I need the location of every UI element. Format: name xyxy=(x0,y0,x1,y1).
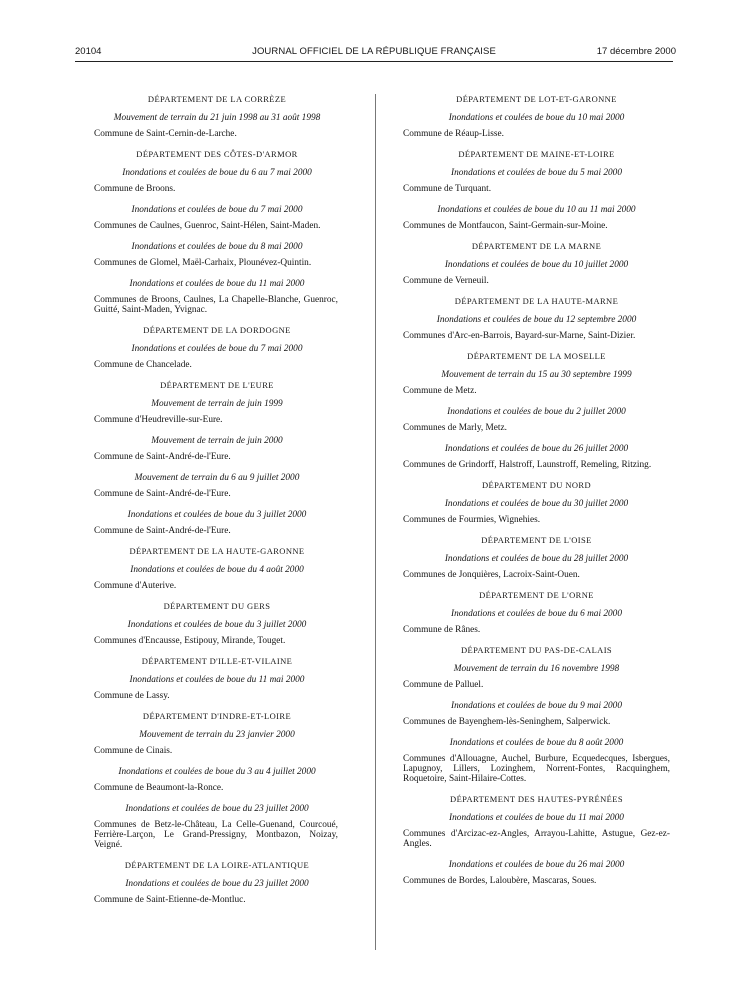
department-heading: DÉPARTEMENT DE LA HAUTE-MARNE xyxy=(454,296,619,306)
communes-list: Commune de Cinais. xyxy=(94,746,173,756)
header-rule xyxy=(75,61,673,62)
communes-list: Communes d'Encausse, Estipouy, Mirande, Touget. xyxy=(94,636,286,646)
event-description: Inondations et coulées de boue du 11 mai 2000 xyxy=(129,279,305,289)
communes-list: Communes de Glomel, Maël-Carhaix, Plounévez-Quintin. xyxy=(94,258,312,268)
event-description: Inondations et coulées de boue du 10 mai 2000 xyxy=(448,113,625,123)
communes-list: Commune de Saint-André-de-l'Eure. xyxy=(94,452,231,462)
communes-list: Communes de Montfaucon, Saint-Germain-sur-Moine. xyxy=(403,221,608,231)
department-heading: DÉPARTEMENT DE LA MARNE xyxy=(471,241,602,251)
event-description: Inondations et coulées de boue du 3 juillet 2000 xyxy=(127,510,307,520)
communes-list: Commune de Palluel. xyxy=(403,680,484,690)
department-heading: DÉPARTEMENT DU NORD xyxy=(481,480,592,490)
event-description: Inondations et coulées de boue du 11 mai 2000 xyxy=(449,813,624,823)
event-description: Inondations et coulées de boue du 3 juillet 2000 xyxy=(127,620,307,630)
communes-list: Commune de Saint-Cernin-de-Larche. xyxy=(94,129,237,139)
event-description: Inondations et coulées de boue du 26 mai 2000 xyxy=(448,860,625,870)
communes-list: Communes de Broons, Caulnes, La Chapelle-Blanche, Guenroc, Guitté, Saint-Maden, Yvignac. xyxy=(94,295,338,315)
event-description: Inondations et coulées de boue du 6 mai 2000 xyxy=(451,609,622,619)
department-heading: DÉPARTEMENT DES CÔTES-D'ARMOR xyxy=(136,149,298,159)
event-description: Inondations et coulées de boue du 7 mai 2000 xyxy=(131,205,303,215)
communes-list: Commune de Broons. xyxy=(94,184,176,194)
event-description: Inondations et coulées de boue du 10 au 11 mai 2000 xyxy=(437,205,636,215)
communes-list: Communes de Marly, Metz. xyxy=(403,423,507,433)
communes-list: Communes de Bayenghem-lès-Seninghem, Salperwick. xyxy=(403,717,611,727)
event-description: Inondations et coulées de boue du 12 septembre 2000 xyxy=(436,315,637,325)
department-heading: DÉPARTEMENT D'ILLE-ET-VILAINE xyxy=(141,656,293,666)
communes-list: Communes de Jonquières, Lacroix-Saint-Ouen. xyxy=(403,570,580,580)
department-heading: DÉPARTEMENT DU GERS xyxy=(163,601,271,611)
running-header xyxy=(0,46,748,60)
department-heading: DÉPARTEMENT DE LA HAUTE-GARONNE xyxy=(129,546,305,556)
event-description: Inondations et coulées de boue du 5 mai 2000 xyxy=(451,168,622,178)
communes-list: Communes de Betz-le-Château, La Celle-Guenand, Courcoué, Ferrière-Larçon, Le Grand-Pressigny, Montbazon, Noizay, Veigné. xyxy=(94,820,338,850)
communes-list: Communes de Grindorff, Halstroff, Launstroff, Remeling, Ritzing. xyxy=(403,460,652,470)
event-description: Inondations et coulées de boue du 9 mai 2000 xyxy=(451,701,622,711)
department-heading: DÉPARTEMENT DE LA LOIRE-ATLANTIQUE xyxy=(124,860,310,870)
event-description: Mouvement de terrain du 21 juin 1998 au 31 août 1998 xyxy=(113,113,321,123)
event-description: Inondations et coulées de boue du 8 mai 2000 xyxy=(131,242,303,252)
right-column xyxy=(403,94,670,896)
event-description: Inondations et coulées de boue du 28 juillet 2000 xyxy=(444,554,629,564)
communes-list: Communes d'Arcizac-ez-Angles, Arrayou-Lahitte, Astugue, Gez-ez-Angles. xyxy=(403,829,670,849)
communes-list: Commune de Turquant. xyxy=(403,184,492,194)
event-description: Inondations et coulées de boue du 3 au 4 juillet 2000 xyxy=(118,767,316,777)
left-column xyxy=(96,94,338,915)
department-heading: DÉPARTEMENT DE L'ORNE xyxy=(479,590,594,600)
event-description: Inondations et coulées de boue du 26 juillet 2000 xyxy=(444,444,629,454)
department-heading: DÉPARTEMENT DE MAINE-ET-LOIRE xyxy=(458,149,615,159)
department-heading: DÉPARTEMENT DE LA MOSELLE xyxy=(467,351,606,361)
communes-list: Communes d'Arc-en-Barrois, Bayard-sur-Marne, Saint-Dizier. xyxy=(403,331,636,341)
event-description: Inondations et coulées de boue du 8 août 2000 xyxy=(449,738,624,748)
communes-list: Commune de Chancelade. xyxy=(94,360,192,370)
event-description: Mouvement de terrain du 23 janvier 2000 xyxy=(139,730,295,740)
event-description: Inondations et coulées de boue du 4 août 2000 xyxy=(130,565,304,575)
communes-list: Commune d'Auterive. xyxy=(94,581,177,591)
communes-list: Commune de Saint-André-de-l'Eure. xyxy=(94,489,231,499)
communes-list: Commune de Réaup-Lisse. xyxy=(403,129,504,139)
column-divider xyxy=(375,94,376,950)
communes-list: Communes de Fourmies, Wignehies. xyxy=(403,515,541,525)
department-heading: DÉPARTEMENT DE LOT-ET-GARONNE xyxy=(456,94,617,104)
event-description: Inondations et coulées de boue du 30 juillet 2000 xyxy=(444,499,629,509)
department-heading: DÉPARTEMENT DU PAS-DE-CALAIS xyxy=(460,645,613,655)
communes-list: Commune d'Heudreville-sur-Eure. xyxy=(94,415,223,425)
event-description: Inondations et coulées de boue du 10 juillet 2000 xyxy=(444,260,629,270)
journal-title: JOURNAL OFFICIEL DE LA RÉPUBLIQUE FRANÇAISE xyxy=(252,46,496,57)
event-description: Inondations et coulées de boue du 23 juillet 2000 xyxy=(125,879,309,889)
event-description: Mouvement de terrain du 16 novembre 1998 xyxy=(453,664,620,674)
communes-list: Communes de Caulnes, Guenroc, Saint-Hélen, Saint-Maden. xyxy=(94,221,321,231)
event-description: Inondations et coulées de boue du 7 mai 2000 xyxy=(131,344,303,354)
event-description: Mouvement de terrain de juin 2000 xyxy=(151,436,283,446)
communes-list: Communes de Bordes, Laloubère, Mascaras, Soues. xyxy=(403,876,597,886)
department-heading: DÉPARTEMENT DE LA DORDOGNE xyxy=(143,325,291,335)
event-description: Mouvement de terrain du 6 au 9 juillet 2000 xyxy=(134,473,300,483)
communes-list: Commune de Verneuil. xyxy=(403,276,489,286)
event-description: Inondations et coulées de boue du 2 juillet 2000 xyxy=(447,407,626,417)
publication-date: 17 décembre 2000 xyxy=(596,46,676,57)
department-heading: DÉPARTEMENT DE L'EURE xyxy=(160,380,274,390)
event-description: Mouvement de terrain de juin 1999 xyxy=(151,399,283,409)
department-heading: DÉPARTEMENT DES HAUTES-PYRÉNÉES xyxy=(450,794,623,804)
communes-list: Commune de Rânes. xyxy=(403,625,481,635)
communes-list: Commune de Lassy. xyxy=(94,691,170,701)
event-description: Inondations et coulées de boue du 23 juillet 2000 xyxy=(125,804,309,814)
communes-list: Communes d'Allouagne, Auchel, Burbure, Ecquedecques, Isbergues, Lapugnoy, Lillers, Lozinghem, Norrent-Fontes, Racquinghem, Roquetoire, Saint-Hilaire-Cottes. xyxy=(403,754,670,784)
department-heading: DÉPARTEMENT DE LA CORRÈZE xyxy=(147,94,287,104)
page-number: 20104 xyxy=(75,46,102,57)
communes-list: Commune de Beaumont-la-Ronce. xyxy=(94,783,224,793)
communes-list: Commune de Saint-André-de-l'Eure. xyxy=(94,526,231,536)
communes-list: Commune de Saint-Etienne-de-Montluc. xyxy=(94,895,246,905)
event-description: Mouvement de terrain du 15 au 30 septembre 1999 xyxy=(441,370,632,380)
department-heading: DÉPARTEMENT DE L'OISE xyxy=(481,535,592,545)
communes-list: Commune de Metz. xyxy=(403,386,477,396)
department-heading: DÉPARTEMENT D'INDRE-ET-LOIRE xyxy=(142,711,292,721)
event-description: Inondations et coulées de boue du 6 au 7 mai 2000 xyxy=(122,168,312,178)
event-description: Inondations et coulées de boue du 11 mai 2000 xyxy=(129,675,305,685)
